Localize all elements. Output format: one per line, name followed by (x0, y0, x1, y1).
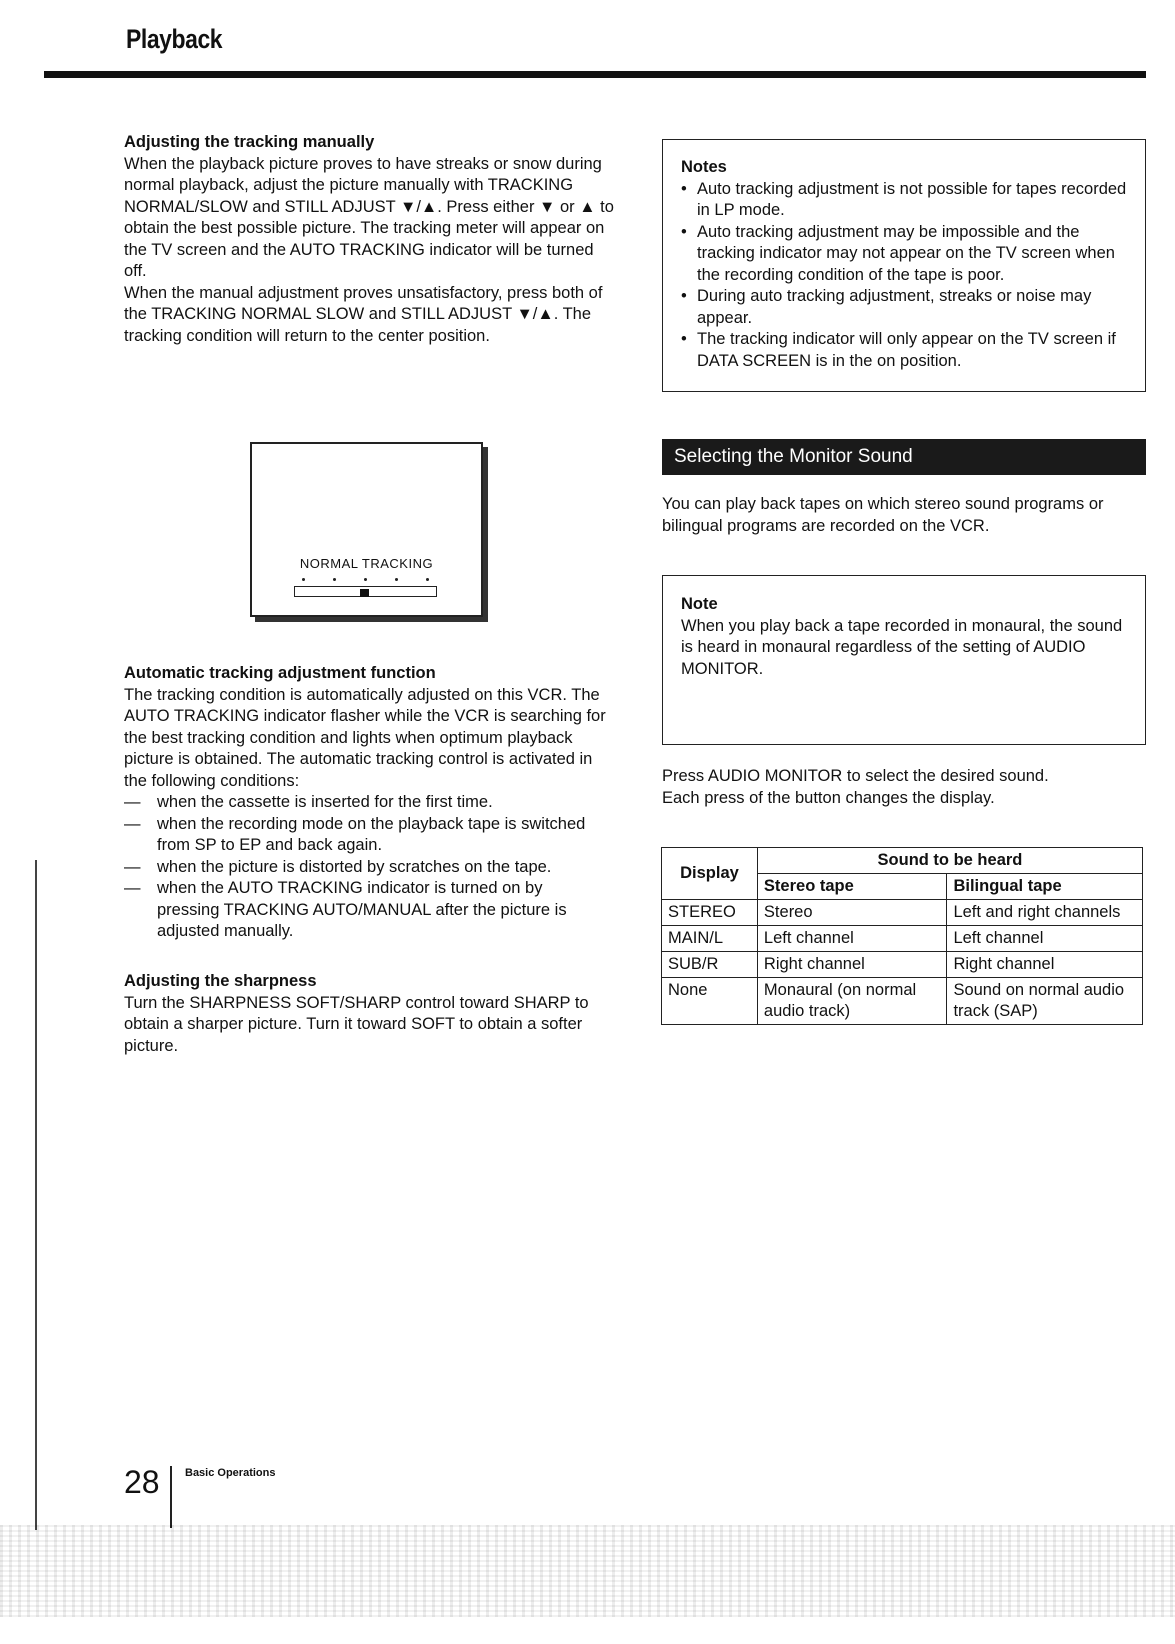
footer-divider (170, 1466, 172, 1528)
tv-screen-label: NORMAL TRACKING (299, 556, 434, 571)
display-cell: None (662, 978, 758, 1025)
condition-item: — when the picture is distorted by scratches on the tape. (124, 857, 609, 879)
footer-section-label: Basic Operations (185, 1467, 276, 1479)
condition-item: — when the cassette is inserted for the first time. (124, 792, 609, 814)
press-line-1: Press AUDIO MONITOR to select the desired sound. (662, 767, 1049, 785)
bilingual-cell: Left and right channels (947, 900, 1143, 926)
header-rule (44, 71, 1146, 78)
stereo-cell: Stereo (757, 900, 947, 926)
condition-item: — when the recording mode on the playback tape is switched from SP to EP and back again. (124, 814, 609, 857)
auto-tracking-intro: The tracking condition is automatically adjusted on this VCR. The AUTO TRACKING indicator flasher while the VCR is searching for the best tracking condition and lights when optimum playback picture is obtained. The automatic tracking control is activated in the following conditions: (124, 685, 606, 790)
meter-mark (364, 578, 367, 581)
auto-tracking-section (124, 663, 609, 943)
bilingual-cell: Left channel (947, 926, 1143, 952)
meter-mark (426, 578, 429, 581)
manual-tracking-heading: Adjusting the tracking manually (124, 133, 375, 151)
stereo-cell: Right channel (757, 952, 947, 978)
note-body: When you play back a tape recorded in monaural, the sound is heard in monaural regardless of the setting of AUDIO MONITOR. (681, 616, 1123, 678)
auto-tracking-conditions (124, 792, 609, 943)
notes-list (681, 179, 1127, 373)
bilingual-tape-header: Bilingual tape (947, 874, 1143, 900)
tv-screen-illustration (250, 442, 483, 617)
page-number: 28 (124, 1464, 160, 1500)
press-instructions (662, 766, 1146, 809)
table-row (662, 900, 1143, 926)
stereo-cell: Monaural (on normal audio track) (757, 978, 947, 1025)
meter-mark (302, 578, 305, 581)
note-item: • The tracking indicator will only appear on the TV screen if DATA SCREEN is in the on position. (681, 329, 1127, 372)
note-box (662, 575, 1146, 745)
auto-tracking-heading: Automatic tracking adjustment function (124, 664, 436, 682)
display-header: Display (662, 848, 758, 900)
manual-tracking-p2: When the manual adjustment proves unsatisfactory, press both of the TRACKING NORMAL SLOW and STILL ADJUST ▼/▲. The tracking condition will return to the center position. (124, 283, 603, 345)
sharpness-body: Turn the SHARPNESS SOFT/SHARP control toward SHARP to obtain a sharper picture. Turn it toward SOFT to obtain a softer picture. (124, 993, 589, 1055)
monitor-sound-intro: You can play back tapes on which stereo sound programs or bilingual programs are recorded on the VCR. (662, 495, 1104, 535)
stereo-cell: Left channel (757, 926, 947, 952)
note-item: • Auto tracking adjustment is not possible for tapes recorded in LP mode. (681, 179, 1127, 222)
note-heading: Note (681, 595, 718, 613)
display-cell: SUB/R (662, 952, 758, 978)
table-row (662, 926, 1143, 952)
sound-table (661, 847, 1143, 1025)
meter-mark (333, 578, 336, 581)
display-cell: MAIN/L (662, 926, 758, 952)
table-header-row (662, 848, 1143, 874)
margin-rule (35, 860, 37, 1530)
notes-box (662, 139, 1146, 392)
sound-group-header: Sound to be heard (757, 848, 1142, 874)
page-title: Playback (126, 24, 223, 54)
scan-noise-band (0, 1525, 1175, 1617)
press-line-2: Each press of the button changes the display. (662, 788, 995, 807)
sharpness-section (124, 971, 594, 1057)
note-item: • During auto tracking adjustment, streaks or noise may appear. (681, 286, 1127, 329)
note-item: • Auto tracking adjustment may be impossible and the tracking indicator may not appear on the TV screen when the recording condition of the tape is poor. (681, 222, 1127, 287)
table-row (662, 978, 1143, 1025)
condition-item: — when the AUTO TRACKING indicator is turned on by pressing TRACKING AUTO/MANUAL after the picture is adjusted manually. (124, 878, 609, 943)
section-title-bar: Selecting the Monitor Sound (662, 439, 1146, 475)
table-row (662, 952, 1143, 978)
notes-heading: Notes (681, 158, 727, 176)
stereo-tape-header: Stereo tape (757, 874, 947, 900)
manual-tracking-section (124, 132, 619, 347)
tracking-meter-indicator (360, 589, 369, 597)
sharpness-heading: Adjusting the sharpness (124, 972, 317, 990)
display-cell: STEREO (662, 900, 758, 926)
meter-mark (395, 578, 398, 581)
bilingual-cell: Sound on normal audio track (SAP) (947, 978, 1143, 1025)
bilingual-cell: Right channel (947, 952, 1143, 978)
manual-tracking-p1: When the playback picture proves to have streaks or snow during normal playback, adjust the picture manually with TRACKING NORMAL/SLOW and STILL ADJUST ▼/▲. Press either ▼ or ▲ to obtain the best possible picture. The tracking meter will appear on the TV screen and the AUTO TRACKING indicator will be turned off. (124, 154, 614, 280)
